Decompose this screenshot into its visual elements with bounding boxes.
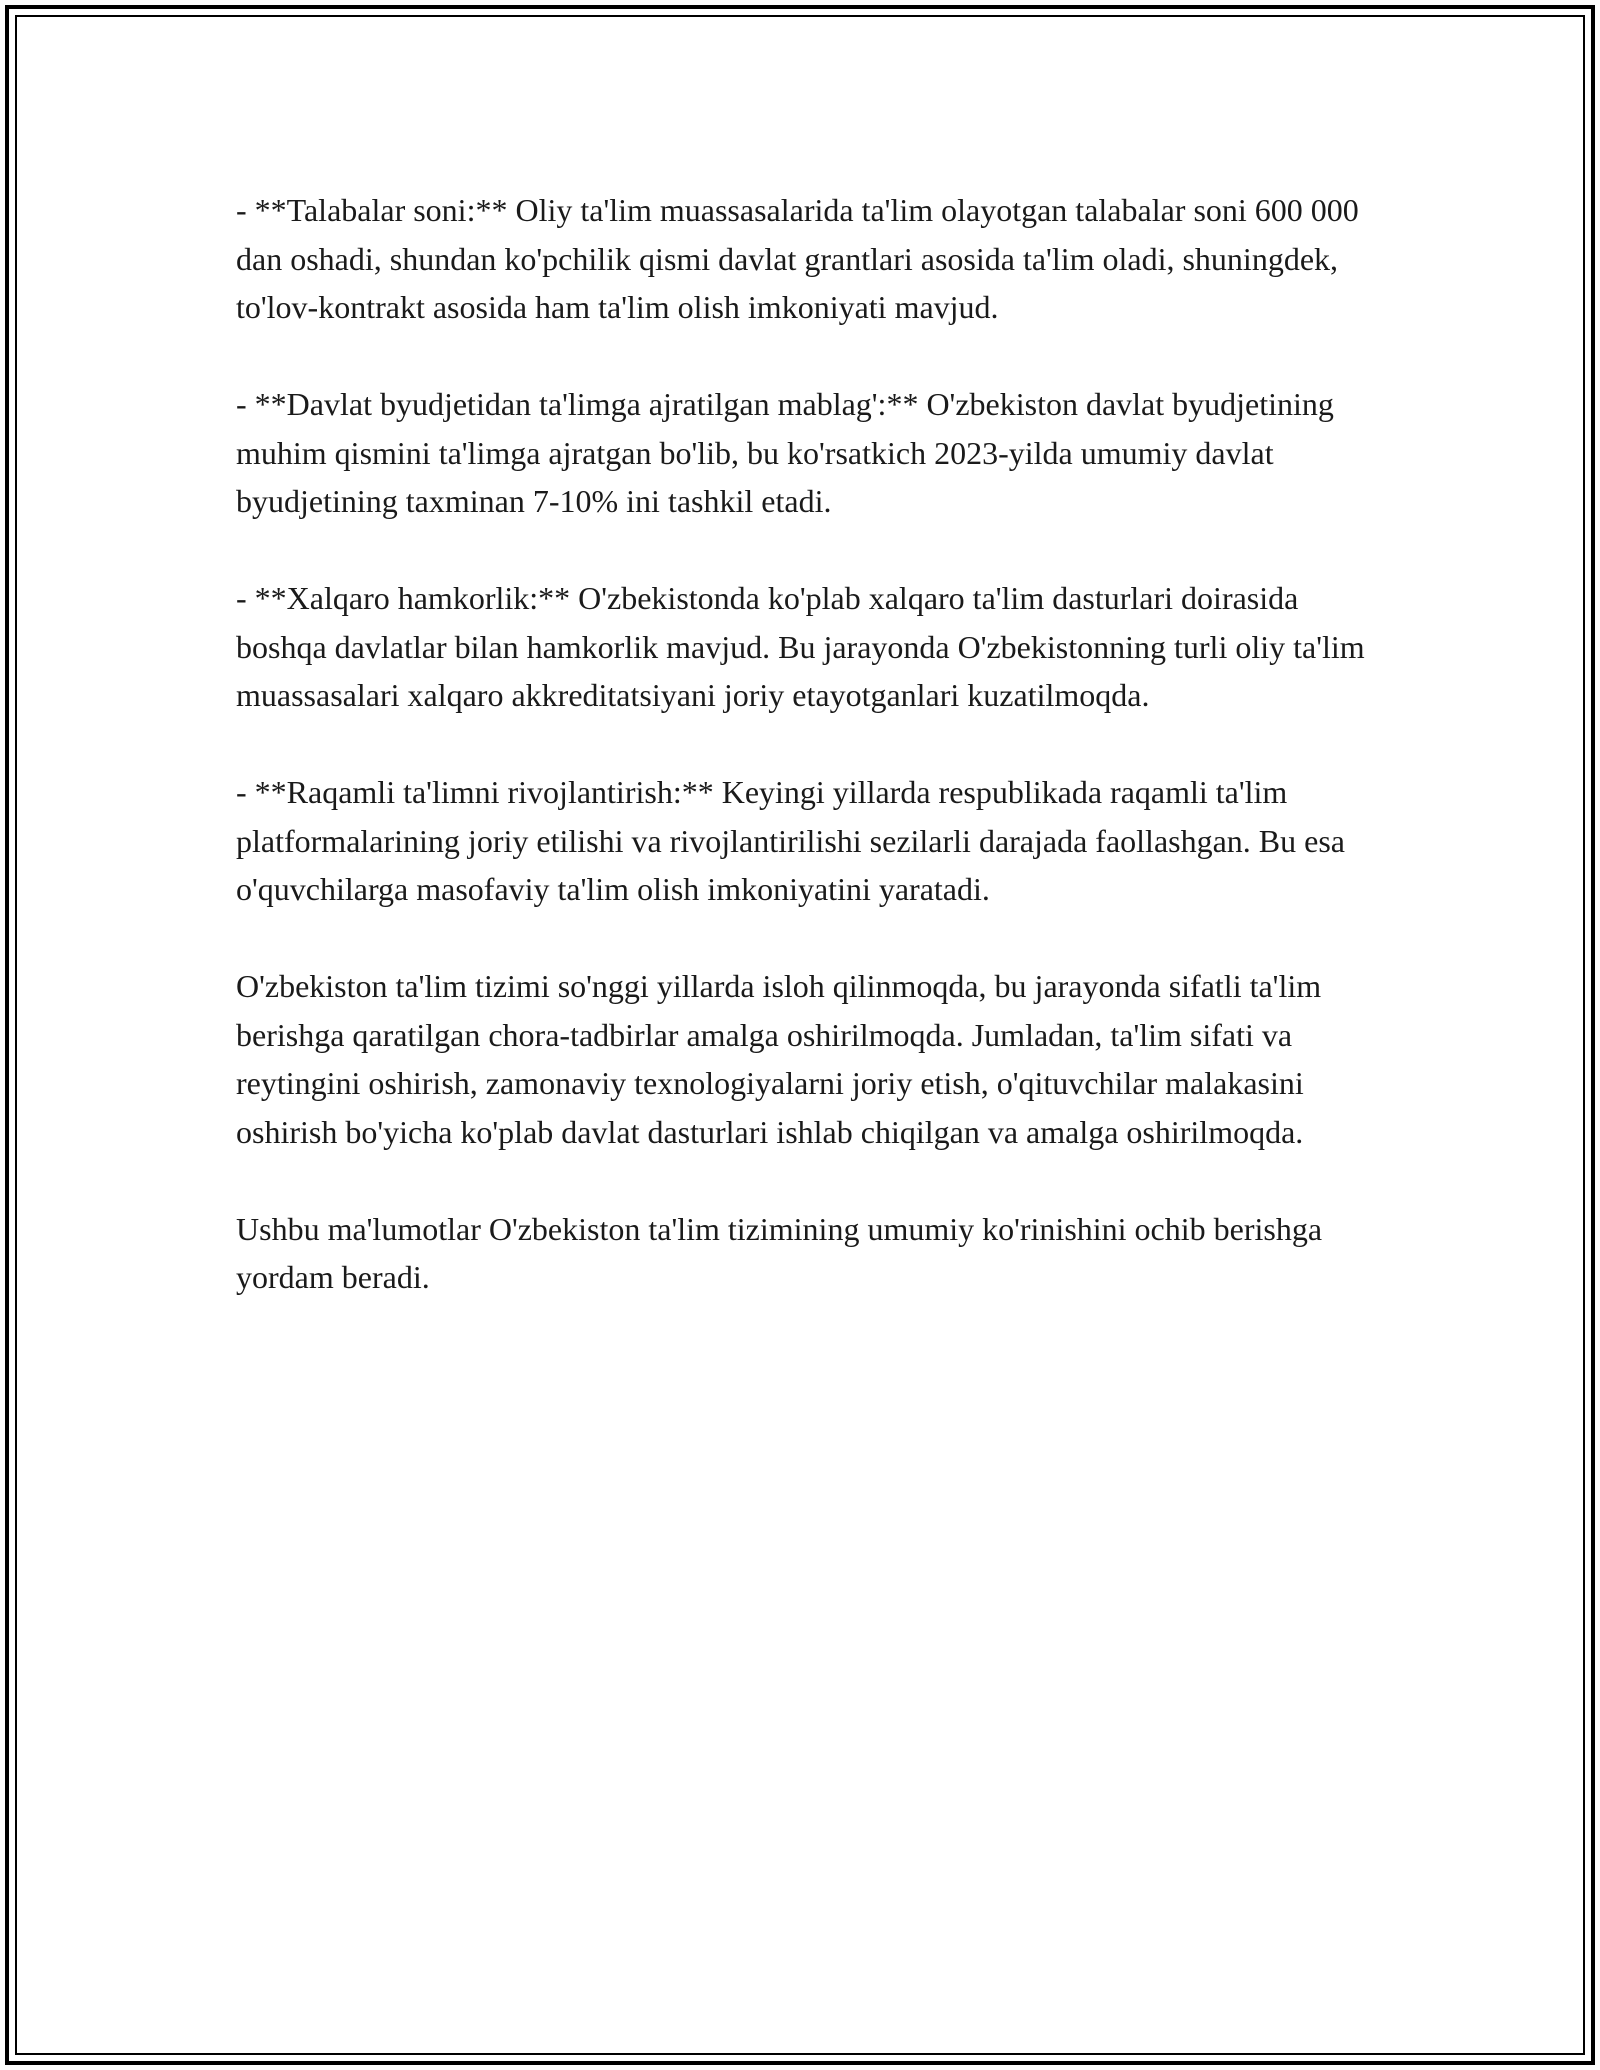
paragraph-talim-tizimi-isloh: O'zbekiston ta'lim tizimi so'nggi yillarda isloh qilinmoqda, bu jarayonda sifatli ta'lim berishga qaratilgan chora-tadbirlar amalga oshirilmoqda. Jumladan, ta'lim sifati va reytingini oshirish, zamonaviy texnologiyalarni joriy etish, o'qituvchilar malakasini oshirish bo'yicha ko'plab davlat dasturlari ishlab chiqilgan va amalga oshirilmoqda. bbox=[236, 968, 1322, 1150]
paragraph-davlat-byudjeti: - **Davlat byudjetidan ta'limga ajratilgan mablag':** O'zbekiston davlat byudjetining muhim qismini ta'limga ajratgan bo'lib, bu ko'rsatkich 2023-yilda umumiy davlat byudjetining taxminan 7-10% ini tashkil etadi. bbox=[236, 386, 1334, 519]
document-body bbox=[236, 186, 1366, 1350]
paragraph-talabalar-soni: - **Talabalar soni:** Oliy ta'lim muassasalarida ta'lim olayotgan talabalar soni 600 000 dan oshadi, shundan ko'pchilik qismi davlat grantlari asosida ta'lim oladi, shuningdek, to'lov-kontrakt asosida ham ta'lim olish imkoniyati mavjud. bbox=[236, 192, 1359, 325]
paragraph-xalqaro-hamkorlik: - **Xalqaro hamkorlik:** O'zbekistonda ko'plab xalqaro ta'lim dasturlari doirasida boshqa davlatlar bilan hamkorlik mavjud. Bu jarayonda O'zbekistonning turli oliy ta'lim muassasalari xalqaro akkreditatsiyani joriy etayotganlari kuzatilmoqda. bbox=[236, 580, 1365, 713]
paragraph-raqamli-talim: - **Raqamli ta'limni rivojlantirish:** Keyingi yillarda respublikada raqamli ta'lim platformalarining joriy etilishi va rivojlantirilishi sezilarli darajada faollashgan. Bu esa o'quvchilarga masofaviy ta'lim olish imkoniyatini yaratadi. bbox=[236, 774, 1345, 907]
paragraph-xulosa: Ushbu ma'lumotlar O'zbekiston ta'lim tizimining umumiy ko'rinishini ochib berishga yordam beradi. bbox=[236, 1210, 1323, 1295]
